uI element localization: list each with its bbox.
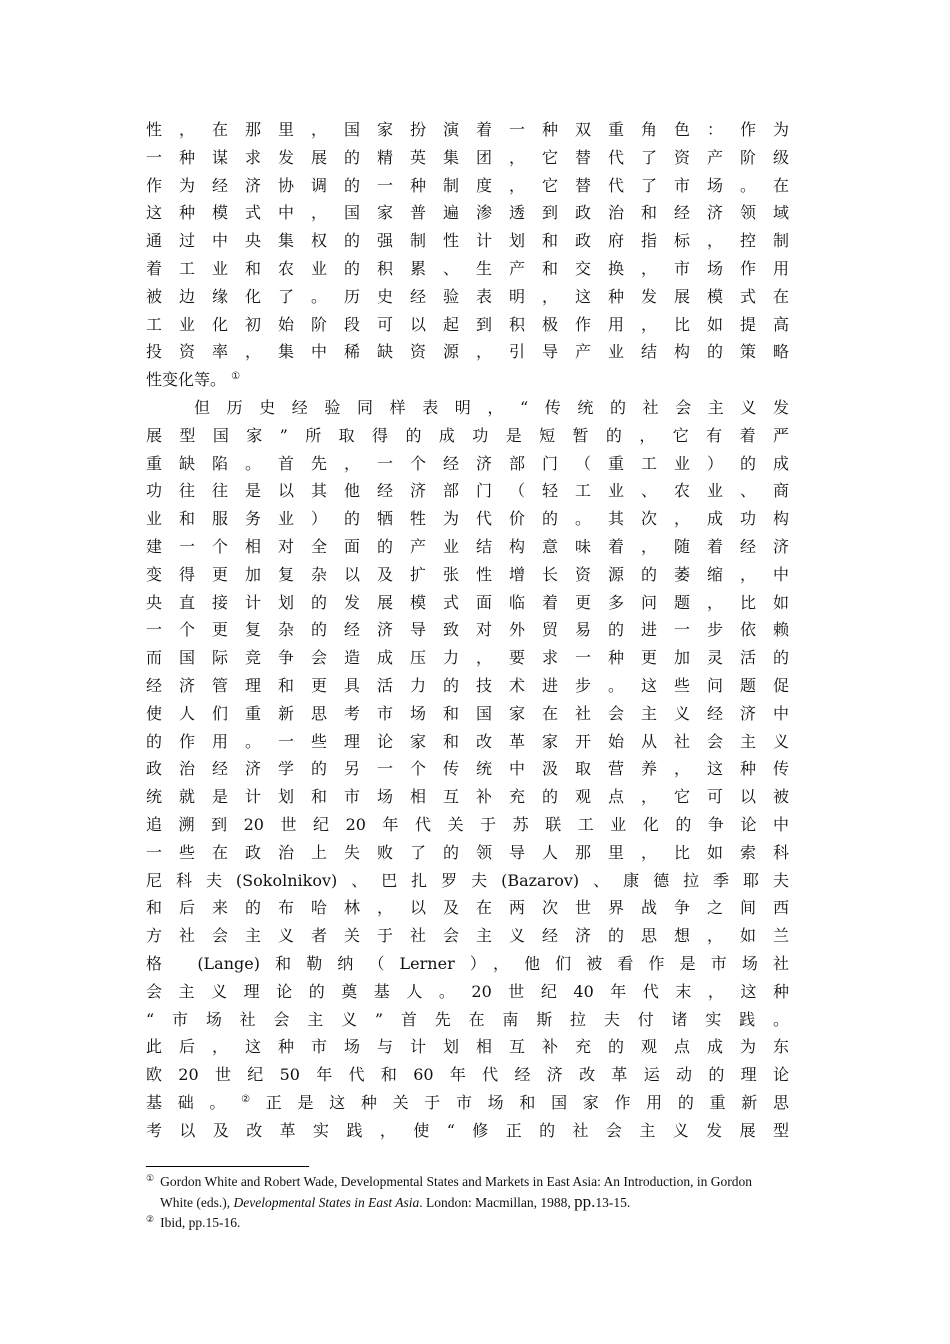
text-line: 一些在政治上失败了的领导人那里，比如索科 [146, 842, 789, 862]
text-line: 考以及改革实践，使“修正的社会主义发展型 [146, 1120, 789, 1140]
text-line: 和后来的布哈林，以及在两次世界战争之间西 [146, 898, 789, 918]
text-line: 一种谋求发展的精英集团，它替代了资产阶级 [146, 147, 789, 167]
text-line: 统就是计划和市场相互补充的观点，它可以被 [146, 787, 789, 807]
text-line: 被边缘化了。历史经验表明，这种发展模式在 [146, 286, 789, 306]
text-line: 尼科夫(Sokolnikov)、巴扎罗夫(Bazarov)、康德拉季耶夫 [146, 870, 789, 890]
footnote-text: White (eds.), [160, 1195, 234, 1210]
footnote-text: Gordon White and Robert Wade, Developmental States and Markets in East Asia: An Introduction, in Gordon [160, 1174, 753, 1189]
text-line: 一个更复杂的经济导致对外贸易的进一步依赖 [146, 620, 789, 640]
footnote-2 [146, 1213, 794, 1233]
text-line: 方社会主义者关于社会主义经济的思想，如兰 [146, 926, 789, 946]
footnote-text: . London: Macmillan, 1988, [419, 1195, 575, 1210]
text-line: 工业化初始阶段可以起到积极作用，比如提高 [146, 314, 789, 334]
text-line: 的作用。一些理论家和改革家开始从社会主义 [146, 731, 789, 751]
footnote-pp: pp. [574, 1192, 596, 1211]
footnote-divider [146, 1166, 309, 1167]
footnote-marker: ① [146, 1173, 155, 1183]
text-line: 央直接计划的发展模式面临着更多问题，比如 [146, 592, 789, 612]
text-line: 政治经济学的另一个传统中汲取营养，这种传 [146, 759, 789, 779]
text-line: 建一个相对全面的产业结构意味着，随着经济 [146, 536, 789, 556]
footnotes [146, 1172, 794, 1233]
footnote-text: Ibid, pp.15-16. [160, 1215, 241, 1230]
footnote-1 [146, 1172, 794, 1213]
text-line: 投资率，集中稀缺资源，引导产业结构的策略 [146, 342, 789, 362]
text-line: 这种模式中，国家普遍渗透到政治和经济领域 [146, 203, 789, 223]
text-line: 着工业和农业的积累、生产和交换，市场作用 [146, 258, 789, 278]
footnote-continuation [146, 1192, 794, 1213]
text-line: 业和服务业）的牺牲为代价的。其次，成功构 [146, 509, 789, 529]
text-fragment: 性变化等。 [146, 370, 227, 390]
text-line: 会主义理论的奠基人。20世纪40年代末，这种 [146, 981, 789, 1001]
text-fragment: 基础。 [146, 1092, 242, 1112]
text-line: 格 (Lange)和勒纳（Lerner），他们被看作是市场社 [146, 953, 789, 973]
text-line: 此后，这种市场与计划相互补充的观点成为东 [146, 1037, 789, 1057]
text-line: 作为经济协调的一种制度，它替代了市场。在 [146, 175, 789, 195]
footnote-pages: 13-15. [595, 1195, 631, 1210]
text-line-with-note [146, 1089, 789, 1117]
main-text-block [146, 116, 789, 1144]
text-line-paragraph-start: 但历史经验同样表明，“传统的社会主义发 [194, 397, 789, 417]
footnote-ref-1[interactable]: ① [231, 371, 241, 383]
text-line: 欧20世纪50年代和60年代经济改革运动的理论 [146, 1065, 789, 1085]
text-line: 重缺陷。首先，一个经济部门（重工业）的成 [146, 453, 789, 473]
footnote-book-title: Developmental States in East Asia [233, 1195, 420, 1210]
text-line: 而国际竞争会造成压力，要求一种更加灵活的 [146, 648, 789, 668]
footnote-ref-2[interactable]: ② [241, 1093, 266, 1105]
text-line: 追溯到20世纪20年代关于苏联工业化的争论中 [146, 814, 789, 834]
text-line: 性，在那里，国家扮演着一种双重角色：作为 [146, 120, 789, 139]
text-line: 功往往是以其他经济部门（轻工业、农业、商 [146, 481, 789, 501]
text-line: 变得更加复杂以及扩张性增长资源的萎缩，中 [146, 564, 789, 584]
text-line: 使人们重新思考市场和国家在社会主义经济中 [146, 703, 789, 723]
text-fragment: 正是这种关于市场和国家作用的重新思 [265, 1092, 789, 1112]
text-line: “市场社会主义”首先在南斯拉夫付诸实践。 [146, 1009, 789, 1029]
text-line-paragraph-end [146, 366, 789, 394]
footnote-marker: ② [146, 1214, 155, 1224]
text-line: 展型国家”所取得的成功是短暂的，它有着严 [146, 425, 789, 445]
text-line: 经济管理和更具活力的技术进步。这些问题促 [146, 675, 789, 695]
text-line: 通过中央集权的强制性计划和政府指标，控制 [146, 231, 789, 251]
